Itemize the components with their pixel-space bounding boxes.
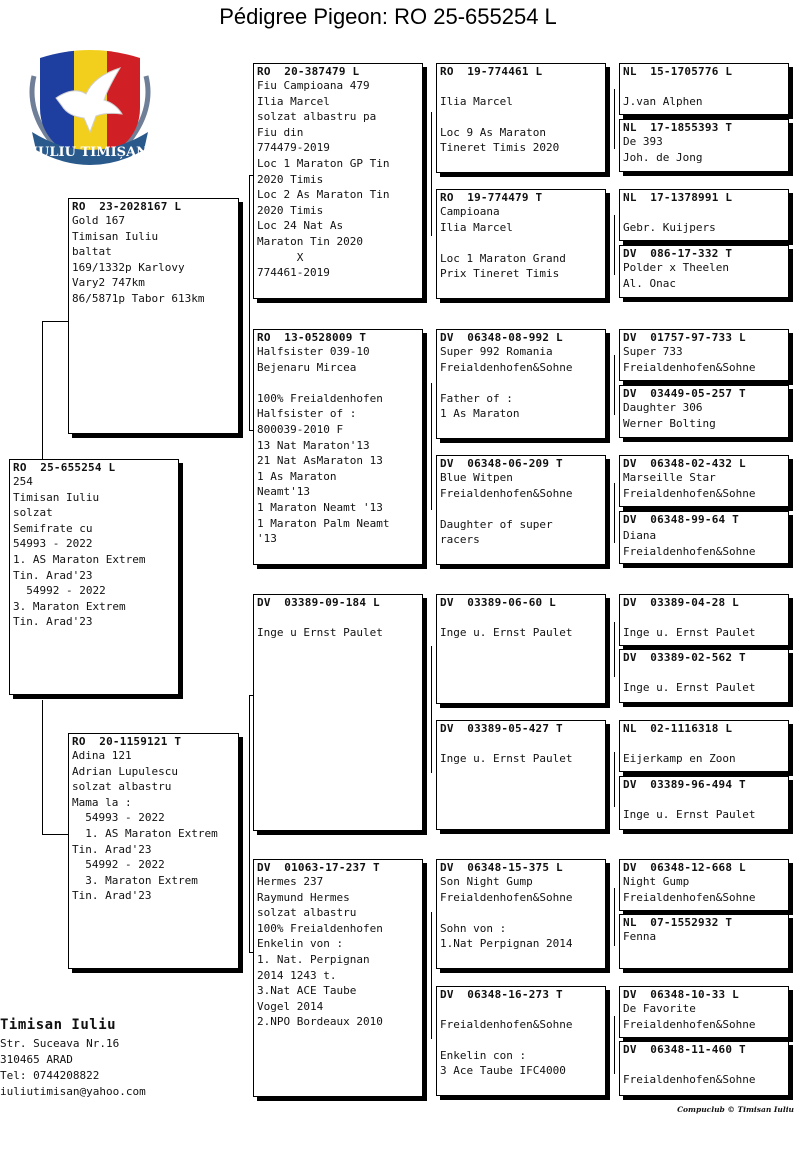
pigeon-card-g5[interactable]	[619, 455, 789, 507]
card-line: Werner Bolting	[623, 416, 716, 430]
ring-number: RO 25-655254 L	[13, 461, 116, 474]
card-line: 1 As Maraton	[440, 407, 520, 421]
card-line: Freialdenhofen&Sohne	[623, 1017, 756, 1031]
card-line: Maraton Tin 2020	[257, 234, 363, 248]
card-line: Campioana	[440, 205, 500, 218]
card-line	[440, 609, 602, 625]
connector-line	[614, 89, 615, 149]
card-line: Polder x Theelen	[623, 261, 729, 274]
card-line: 21 Nat AsMaraton 13	[257, 454, 383, 468]
card-line: Super 992 Romania	[440, 345, 553, 358]
card-line: Freialdenhofen&Sohne	[440, 360, 573, 374]
card-line: Blue Witpen	[440, 471, 513, 484]
card-line: Loc 1 Maraton GP Tin	[257, 156, 390, 170]
connector-line	[614, 483, 615, 543]
ring-number: DV 086-17-332 T	[623, 247, 733, 260]
card-line: 3.Nat ACE Taube	[257, 984, 357, 998]
card-line: Son Night Gump	[440, 875, 533, 888]
ring-number: DV 06348-08-992 L	[440, 331, 563, 344]
card-line: 2014 1243 t.	[257, 968, 337, 982]
card-line: Daughter of super	[440, 517, 553, 531]
ring-number: NL 17-1378991 L	[623, 191, 733, 204]
card-line	[257, 609, 419, 625]
owner-city: 310465 ARAD	[0, 1053, 73, 1066]
logo-text: IULIU TIMIȘAN	[31, 145, 149, 160]
pigeon-card-dam[interactable]	[68, 733, 239, 969]
card-line	[623, 735, 785, 751]
pigeon-card-g5[interactable]	[619, 385, 789, 438]
card-line	[440, 1032, 602, 1048]
pigeon-card-g5[interactable]	[619, 859, 789, 911]
connector-line	[614, 622, 615, 677]
card-line: Ilia Marcel	[257, 94, 330, 108]
card-line: 1 Maraton Neamt '13	[257, 500, 383, 514]
card-line: 1. AS Maraton Extrem	[72, 826, 218, 840]
pigeon-card-g5[interactable]	[619, 986, 789, 1038]
pigeon-card-g5[interactable]	[619, 329, 789, 381]
connector-line	[42, 700, 43, 834]
card-line: Mama la :	[72, 795, 132, 809]
card-line: Loc 1 Maraton Grand	[440, 251, 566, 265]
pigeon-card-dam-sire[interactable]	[253, 594, 423, 831]
ring-number: DV 06348-02-432 L	[623, 457, 746, 470]
card-line: Diana	[623, 529, 657, 542]
pigeon-card-ddd[interactable]	[436, 986, 606, 1096]
card-line: 2020 Timis	[257, 172, 324, 186]
owner-name: Timisan Iuliu	[0, 1017, 117, 1033]
pigeon-card-sds[interactable]	[436, 329, 606, 439]
card-line: De Favorite	[623, 1002, 696, 1015]
card-line	[257, 375, 419, 391]
ring-number: DV 01063-17-237 T	[257, 861, 380, 874]
card-line: Gebr. Kuijpers	[623, 220, 716, 234]
ring-number: NL 02-1116318 L	[623, 722, 733, 735]
card-line: Tin. Arad'23	[13, 568, 93, 582]
card-line: Enkelin von :	[257, 937, 344, 951]
connector-line	[431, 912, 432, 1039]
club-logo	[24, 46, 156, 168]
card-line: Al. Onac	[623, 276, 676, 290]
card-line: 800039-2010 F	[257, 422, 344, 436]
card-line: Halfsister 039-10	[257, 345, 370, 358]
card-line: Freialdenhofen&Sohne	[440, 1017, 573, 1031]
connector-line	[614, 752, 615, 807]
card-line: 254	[13, 475, 33, 488]
card-line: 1. AS Maraton Extrem	[13, 552, 146, 566]
ring-number: DV 06348-06-209 T	[440, 457, 563, 470]
ring-number: DV 03389-04-28 L	[623, 596, 739, 609]
pigeon-card-dds[interactable]	[436, 859, 606, 969]
card-line: Ilia Marcel	[440, 94, 513, 108]
card-line	[623, 204, 785, 220]
connector-line	[431, 112, 432, 236]
card-line: Inge u. Ernst Paulet	[440, 625, 573, 639]
card-line: Loc 24 Nat As	[257, 219, 344, 233]
card-line: Hermes 237	[257, 875, 324, 888]
pigeon-card-sire-dam[interactable]	[253, 329, 423, 565]
card-line: Freialdenhofen&Sohne	[623, 544, 756, 558]
pigeon-card-g5[interactable]	[619, 776, 789, 830]
card-line: Enkelin con :	[440, 1048, 527, 1062]
card-line: Ilia Marcel	[440, 220, 513, 234]
card-line	[623, 78, 785, 94]
card-line: Freialdenhofen&Sohne	[440, 486, 573, 500]
pigeon-card-dss[interactable]	[436, 594, 606, 704]
card-line: 1.Nat Perpignan 2014	[440, 937, 573, 951]
connector-line	[42, 321, 69, 322]
ring-number: RO 19-774479 T	[440, 191, 543, 204]
page-title: Pédigree Pigeon: RO 25-655254 L	[219, 4, 557, 29]
connector-line	[431, 383, 432, 510]
pigeon-card-g5[interactable]	[619, 63, 789, 115]
card-line	[623, 791, 785, 807]
card-line: Joh. de Jong	[623, 150, 703, 164]
card-line: Bejenaru Mircea	[257, 360, 357, 374]
connector-line	[42, 321, 43, 461]
pigeon-card-sdd[interactable]	[436, 455, 606, 565]
card-line: solzat	[13, 506, 53, 520]
card-line: Halfsister of :	[257, 407, 357, 421]
pigeon-card-g5[interactable]	[619, 594, 789, 646]
connector-line	[614, 215, 615, 275]
card-line: Fenna	[623, 930, 657, 943]
owner-phone: Tel: 0744208822	[0, 1069, 100, 1082]
pigeon-card-subject[interactable]	[9, 459, 179, 695]
card-line	[440, 109, 602, 125]
card-line: 169/1332p Karlovy	[72, 260, 185, 274]
pigeon-card-sss[interactable]	[436, 63, 606, 173]
card-line: baltat	[72, 245, 112, 259]
pigeon-card-g5[interactable]	[619, 1041, 789, 1096]
card-line: solzat albastru	[72, 780, 172, 794]
card-line: 774461-2019	[257, 266, 330, 280]
card-line: 54993 - 2022	[13, 537, 93, 551]
card-line	[440, 78, 602, 94]
ring-number: DV 03389-05-427 T	[440, 722, 563, 735]
card-line: 3. Maraton Extrem	[13, 599, 126, 613]
card-line: Sohn von :	[440, 921, 507, 935]
ring-number: DV 06348-10-33 L	[623, 988, 739, 1001]
ring-number: DV 06348-99-64 T	[623, 513, 739, 526]
ring-number: DV 03389-09-184 L	[257, 596, 380, 609]
card-line: Daughter 306	[623, 401, 703, 414]
card-line: Tin. Arad'23	[13, 615, 93, 629]
card-line: 86/5871p Tabor 613km	[72, 291, 205, 305]
card-line	[440, 501, 602, 517]
card-line: 1 Maraton Palm Neamt	[257, 516, 390, 530]
ring-number: DV 03389-02-562 T	[623, 651, 746, 664]
ring-number: RO 13-0528009 T	[257, 331, 367, 344]
card-line: Super 733	[623, 345, 683, 358]
ring-number: DV 06348-16-273 T	[440, 988, 563, 1001]
owner-street: Str. Suceava Nr.16	[0, 1037, 120, 1050]
card-line: 54992 - 2022	[13, 584, 106, 598]
card-line	[440, 375, 602, 391]
card-line: Father of :	[440, 391, 513, 405]
ring-number: NL 15-1705776 L	[623, 65, 733, 78]
connector-line	[614, 355, 615, 415]
pigeon-card-g5[interactable]	[619, 245, 789, 298]
card-line: 2.NPO Bordeaux 2010	[257, 1015, 383, 1029]
card-line: Tin. Arad'23	[72, 842, 152, 856]
ring-number: DV 06348-11-460 T	[623, 1043, 746, 1056]
connector-line	[42, 834, 69, 835]
card-line	[440, 905, 602, 921]
card-line: 100% Freialdenhofen	[257, 921, 383, 935]
ring-number: RO 20-1159121 T	[72, 735, 182, 748]
card-line: Fiu Campioana 479	[257, 79, 370, 92]
card-line: 2020 Timis	[257, 203, 324, 217]
card-line: Prix Tineret Timis	[440, 267, 560, 281]
card-line: solzat albastru	[257, 906, 357, 920]
card-line: Adina 121	[72, 749, 132, 762]
ring-number: DV 06348-12-668 L	[623, 861, 746, 874]
connector-line	[249, 695, 250, 952]
card-line: racers	[440, 533, 480, 547]
pigeon-card-g5[interactable]	[619, 914, 789, 969]
card-line	[440, 735, 602, 751]
owner-email[interactable]: iuliutimisan@yahoo.com	[0, 1085, 146, 1098]
card-line	[440, 235, 602, 251]
pigeon-card-g5[interactable]	[619, 119, 789, 172]
card-line: De 393	[623, 135, 663, 148]
card-line: Freialdenhofen&Sohne	[623, 890, 756, 904]
card-line: Loc 9 As Maraton	[440, 125, 546, 139]
card-line: X	[257, 250, 304, 264]
connector-line	[249, 175, 250, 430]
ring-number: RO 19-774461 L	[440, 65, 543, 78]
card-line: Inge u Ernst Paulet	[257, 625, 383, 639]
card-line: J.van Alphen	[623, 94, 703, 108]
ring-number: NL 17-1855393 T	[623, 121, 733, 134]
card-line: Raymund Hermes	[257, 890, 350, 904]
card-line	[623, 1056, 785, 1072]
card-line: 100% Freialdenhofen	[257, 391, 383, 405]
card-line: solzat albastru pa	[257, 110, 377, 124]
card-line: Vogel 2014	[257, 999, 324, 1013]
ring-number: DV 01757-97-733 L	[623, 331, 746, 344]
ring-number: NL 07-1552932 T	[623, 916, 733, 929]
ring-number: RO 20-387479 L	[257, 65, 360, 78]
card-line: Loc 2 As Maraton Tin	[257, 188, 390, 202]
ring-number: DV 03389-96-494 T	[623, 778, 746, 791]
card-line: 1 As Maraton	[257, 469, 337, 483]
pigeon-card-g5[interactable]	[619, 511, 789, 564]
pigeon-card-g5[interactable]	[619, 720, 789, 772]
pigeon-card-sire[interactable]	[68, 198, 239, 434]
card-line	[623, 609, 785, 625]
card-line: 1. Nat. Perpignan	[257, 952, 370, 966]
card-line: Vary2 747km	[72, 276, 145, 290]
card-line: Neamt'13	[257, 485, 310, 499]
pigeon-card-g5[interactable]	[619, 189, 789, 241]
connector-line	[614, 1016, 615, 1074]
ring-number: DV 03389-06-60 L	[440, 596, 556, 609]
pigeon-card-sire-sire[interactable]	[253, 63, 423, 299]
ring-number: DV 06348-15-375 L	[440, 861, 563, 874]
ring-number: RO 23-2028167 L	[72, 200, 182, 213]
card-line: Freialdenhofen&Sohne	[623, 1072, 756, 1086]
card-line: Freialdenhofen&Sohne	[440, 890, 573, 904]
card-line: 774479-2019	[257, 141, 330, 155]
card-line: Semifrate cu	[13, 521, 93, 535]
card-line: Inge u. Ernst Paulet	[440, 751, 573, 765]
owner-contact	[0, 1014, 146, 1100]
connector-line	[431, 646, 432, 773]
card-line: 3 Ace Taube IFC4000	[440, 1064, 566, 1078]
ring-number: DV 03449-05-257 T	[623, 387, 746, 400]
pigeon-card-ssd[interactable]	[436, 189, 606, 299]
card-line: '13	[257, 532, 277, 546]
card-line: Adrian Lupulescu	[72, 764, 178, 778]
card-line: Marseille Star	[623, 471, 716, 484]
pigeon-card-g5[interactable]	[619, 649, 789, 703]
card-line: Freialdenhofen&Sohne	[623, 360, 756, 374]
card-line: Inge u. Ernst Paulet	[623, 807, 756, 821]
card-line: 3. Maraton Extrem	[72, 873, 198, 887]
card-line: Inge u. Ernst Paulet	[623, 680, 756, 694]
card-line: 54992 - 2022	[72, 858, 165, 872]
card-line: 54993 - 2022	[72, 811, 165, 825]
card-line: Fiu din	[257, 125, 304, 139]
card-line: Freialdenhofen&Sohne	[623, 486, 756, 500]
footer-credit: Compuclub © Timisan Iuliu	[677, 1105, 794, 1114]
card-line	[440, 1001, 602, 1017]
card-line: Night Gump	[623, 875, 690, 888]
card-line: Timisan Iuliu	[72, 229, 159, 243]
card-line	[623, 664, 785, 680]
pigeon-card-dsd[interactable]	[436, 720, 606, 830]
pigeon-card-dam-dam[interactable]	[253, 859, 423, 1097]
card-line: Tin. Arad'23	[72, 889, 152, 903]
card-line: Tineret Timis 2020	[440, 141, 560, 155]
card-line: Inge u. Ernst Paulet	[623, 625, 756, 639]
card-line: Gold 167	[72, 214, 125, 227]
card-line: 13 Nat Maraton'13	[257, 438, 370, 452]
card-line: Eijerkamp en Zoon	[623, 751, 736, 765]
card-line: Timisan Iuliu	[13, 490, 100, 504]
connector-line	[614, 888, 615, 946]
